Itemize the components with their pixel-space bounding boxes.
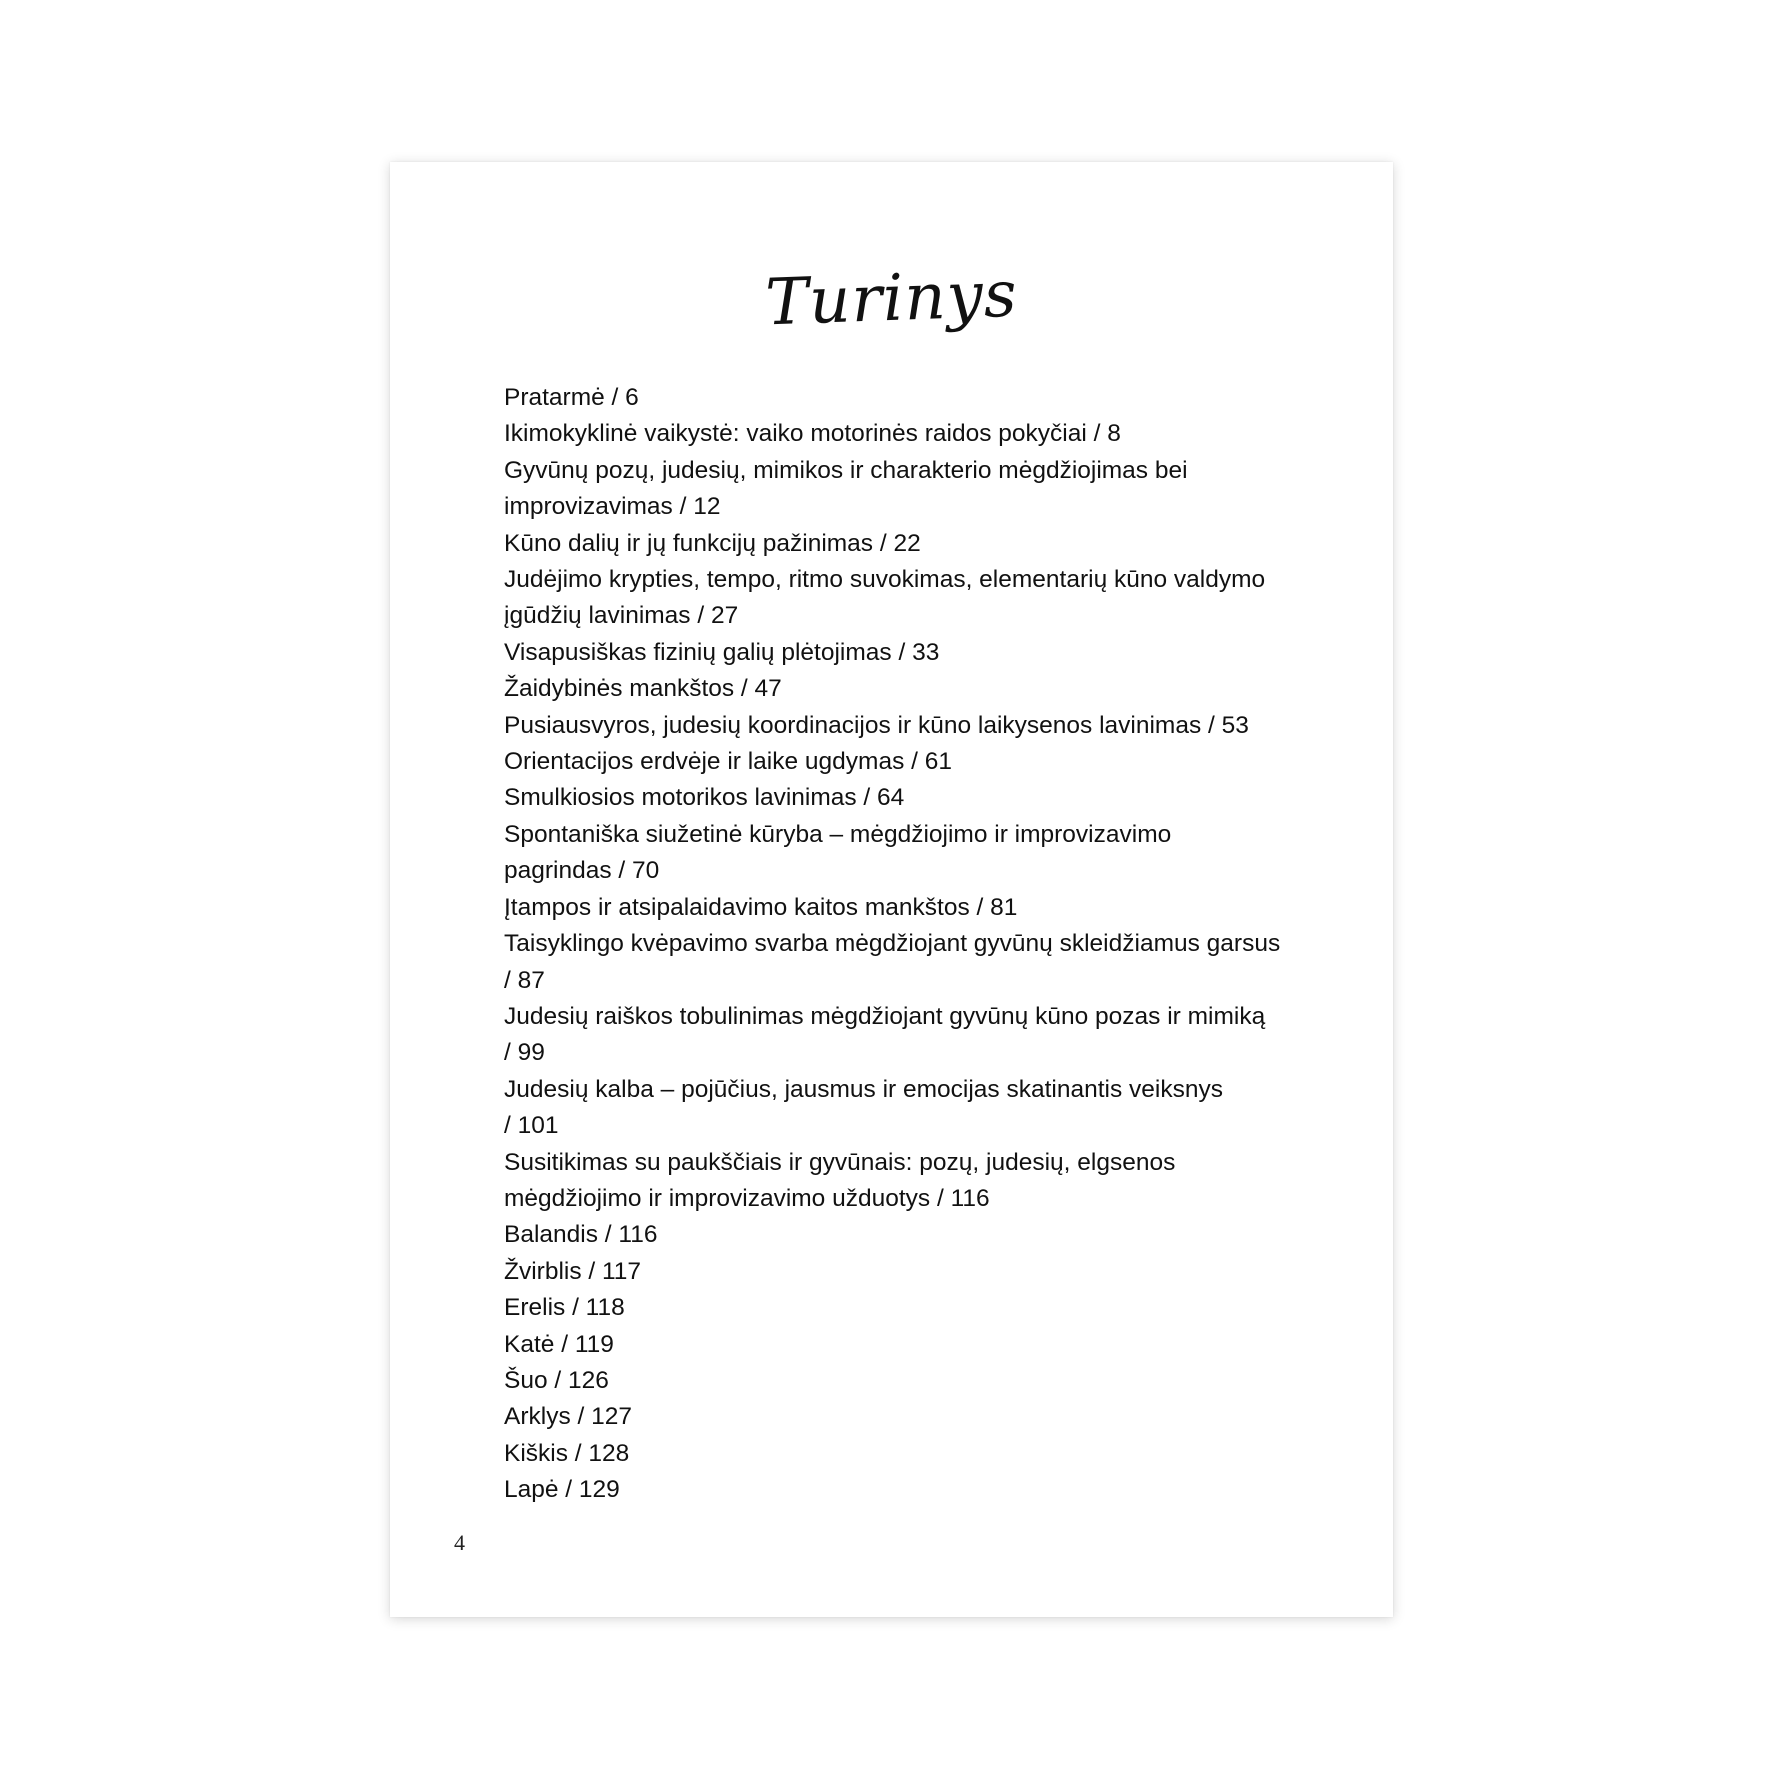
toc-line: Smulkiosios motorikos lavinimas / 64 — [504, 784, 905, 812]
toc-line: Susitikimas su paukščiais ir gyvūnais: pozų, judesių, elgsenos — [504, 1148, 1176, 1176]
toc-line: improvizavimas / 12 — [504, 493, 721, 521]
toc-line: Gyvūnų pozų, judesių, mimikos ir charakterio mėgdžiojimas bei — [504, 456, 1188, 484]
toc-line: / 101 — [504, 1112, 559, 1140]
toc-line: Šuo / 126 — [504, 1366, 609, 1394]
toc-line: / 99 — [504, 1039, 545, 1067]
toc-line: Orientacijos erdvėje ir laike ugdymas / 61 — [504, 748, 953, 776]
book-page — [390, 162, 1393, 1617]
table-of-contents — [504, 380, 1304, 1509]
toc-line: Žaidybinės mankštos / 47 — [504, 675, 782, 703]
toc-line: Spontaniška siužetinė kūryba – mėgdžiojimo ir improvizavimo — [504, 820, 1172, 848]
toc-line: Lapė / 129 — [504, 1476, 620, 1504]
toc-line: Judėjimo krypties, tempo, ritmo suvokimas, elementarių kūno valdymo — [504, 566, 1266, 594]
toc-line: Katė / 119 — [504, 1330, 614, 1358]
page-title: Turinys — [764, 257, 1019, 341]
toc-line: Judesių kalba – pojūčius, jausmus ir emocijas skatinantis veiksnys — [504, 1075, 1223, 1103]
toc-line: Erelis / 118 — [504, 1294, 625, 1322]
toc-line: Taisyklingo kvėpavimo svarba mėgdžiojant gyvūnų skleidžiamus garsus — [504, 930, 1281, 958]
toc-line: Žvirblis / 117 — [504, 1257, 642, 1285]
toc-line: pagrindas / 70 — [504, 857, 660, 885]
toc-line: įgūdžių lavinimas / 27 — [504, 602, 739, 630]
toc-line: Kūno dalių ir jų funkcijų pažinimas / 22 — [504, 529, 921, 557]
toc-line: Kiškis / 128 — [504, 1439, 630, 1467]
toc-line: Įtampos ir atsipalaidavimo kaitos mankštos / 81 — [504, 893, 1018, 921]
toc-line: Pratarmė / 6 — [504, 384, 639, 411]
page-number: 4 — [454, 1530, 465, 1555]
toc-line: Arklys / 127 — [504, 1403, 632, 1431]
toc-line: / 87 — [504, 966, 545, 994]
toc-line: Visapusiškas fizinių galių plėtojimas / 33 — [504, 638, 940, 666]
toc-line: Judesių raiškos tobulinimas mėgdžiojant gyvūnų kūno pozas ir mimiką — [504, 1002, 1266, 1030]
toc-line: Pusiausvyros, judesių koordinacijos ir kūno laikysenos lavinimas / 53 — [504, 711, 1249, 739]
toc-line: mėgdžiojimo ir improvizavimo užduotys / 116 — [504, 1184, 990, 1212]
toc-line: Ikimokyklinė vaikystė: vaiko motorinės raidos pokyčiai / 8 — [504, 420, 1121, 448]
toc-line: Balandis / 116 — [504, 1221, 658, 1249]
